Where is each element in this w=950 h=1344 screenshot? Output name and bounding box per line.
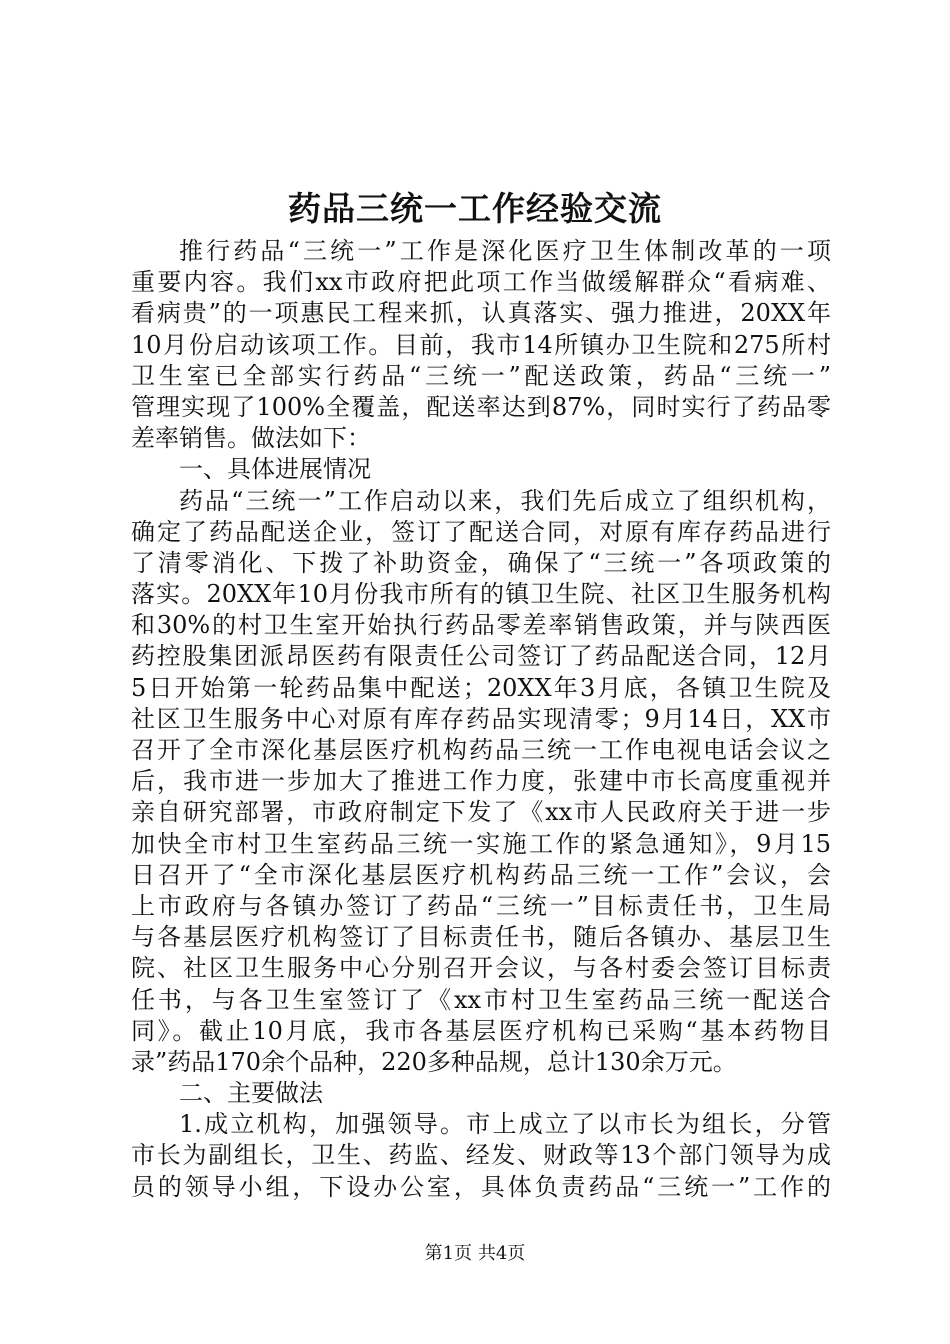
text-line: 任书，与各卫生室签订了《xx市村卫生室药品三统一配送合 (131, 985, 831, 1014)
text-line: 院、社区卫生服务中心分别召开会议，与各村委会签订目标责 (131, 954, 831, 983)
text-line: 日召开了“全市深化基层医疗机构药品三统一工作”会议，会 (131, 860, 831, 889)
text-line: 社区卫生服务中心对原有库存药品实现清零；9月14日，XX市 (131, 704, 831, 733)
text-line: 重要内容。我们xx市政府把此项工作当做缓解群众“看病难、 (131, 268, 831, 297)
text-line: 5日开始第一轮药品集中配送；20XX年3月底，各镇卫生院及 (131, 673, 831, 702)
text-line: 一、具体进展情况 (179, 455, 371, 484)
text-line: 上市政府与各镇办签订了药品“三统一”目标责任书，卫生局 (131, 891, 831, 920)
text-line: 药品“三统一”工作启动以来，我们先后成立了组织机构， (179, 486, 831, 515)
text-line: 召开了全市深化基层医疗机构药品三统一工作电视电话会议之 (131, 736, 831, 764)
document-title: 药品三统一工作经验交流 (288, 189, 662, 228)
text-line: 药控股集团派昂医药有限责任公司签订了药品配送合同，12月 (131, 642, 831, 671)
text-line: 和30%的村卫生室开始执行药品零差率销售政策，并与陕西医 (131, 611, 831, 640)
document-body (131, 236, 831, 1203)
text-line: 后，我市进一步加大了推进工作力度，张建中市长高度重视并 (131, 767, 831, 796)
text-line: 录”药品170余个品种，220多种品规，总计130余万元。 (131, 1047, 737, 1076)
text-line: 卫生室已全部实行药品“三统一”配送政策，药品“三统一” (131, 361, 831, 390)
text-line: 了清零消化、下拨了补助资金，确保了“三统一”各项政策的 (131, 548, 831, 577)
text-line: 同》。截止10月底，我市各基层医疗机构已采购“基本药物目 (131, 1016, 831, 1045)
text-line: 推行药品“三统一”工作是深化医疗卫生体制改革的一项 (179, 237, 831, 265)
text-line: 确定了药品配送企业，签订了配送合同，对原有库存药品进行 (131, 517, 831, 546)
page-footer: 第1页 共4页 (424, 1243, 526, 1264)
text-line: 亲自研究部署，市政府制定下发了《xx市人民政府关于进一步 (131, 798, 831, 827)
text-line: 加快全市村卫生室药品三统一实施工作的紧急通知》，9月15 (131, 829, 831, 858)
text-line: 管理实现了100%全覆盖，配送率达到87%，同时实行了药品零 (131, 392, 831, 421)
text-line: 差率销售。做法如下： (131, 424, 371, 453)
text-line: 员的领导小组，下设办公室，具体负责药品“三统一”工作的 (131, 1172, 831, 1201)
text-line: 10月份启动该项工作。目前，我市14所镇办卫生院和275所村 (131, 330, 831, 359)
text-line: 市长为副组长，卫生、药监、经发、财政等13个部门领导为成 (131, 1141, 831, 1170)
text-line: 落实。20XX年10月份我市所有的镇卫生院、社区卫生服务机构 (131, 580, 831, 609)
text-line: 与各基层医疗机构签订了目标责任书，随后各镇办、基层卫生 (131, 923, 831, 952)
text-line: 二、主要做法 (179, 1079, 323, 1108)
text-line: 看病贵”的一项惠民工程来抓，认真落实、强力推进，20XX年 (131, 299, 831, 328)
text-line: 1.成立机构，加强领导。市上成立了以市长为组长，分管 (179, 1110, 831, 1139)
